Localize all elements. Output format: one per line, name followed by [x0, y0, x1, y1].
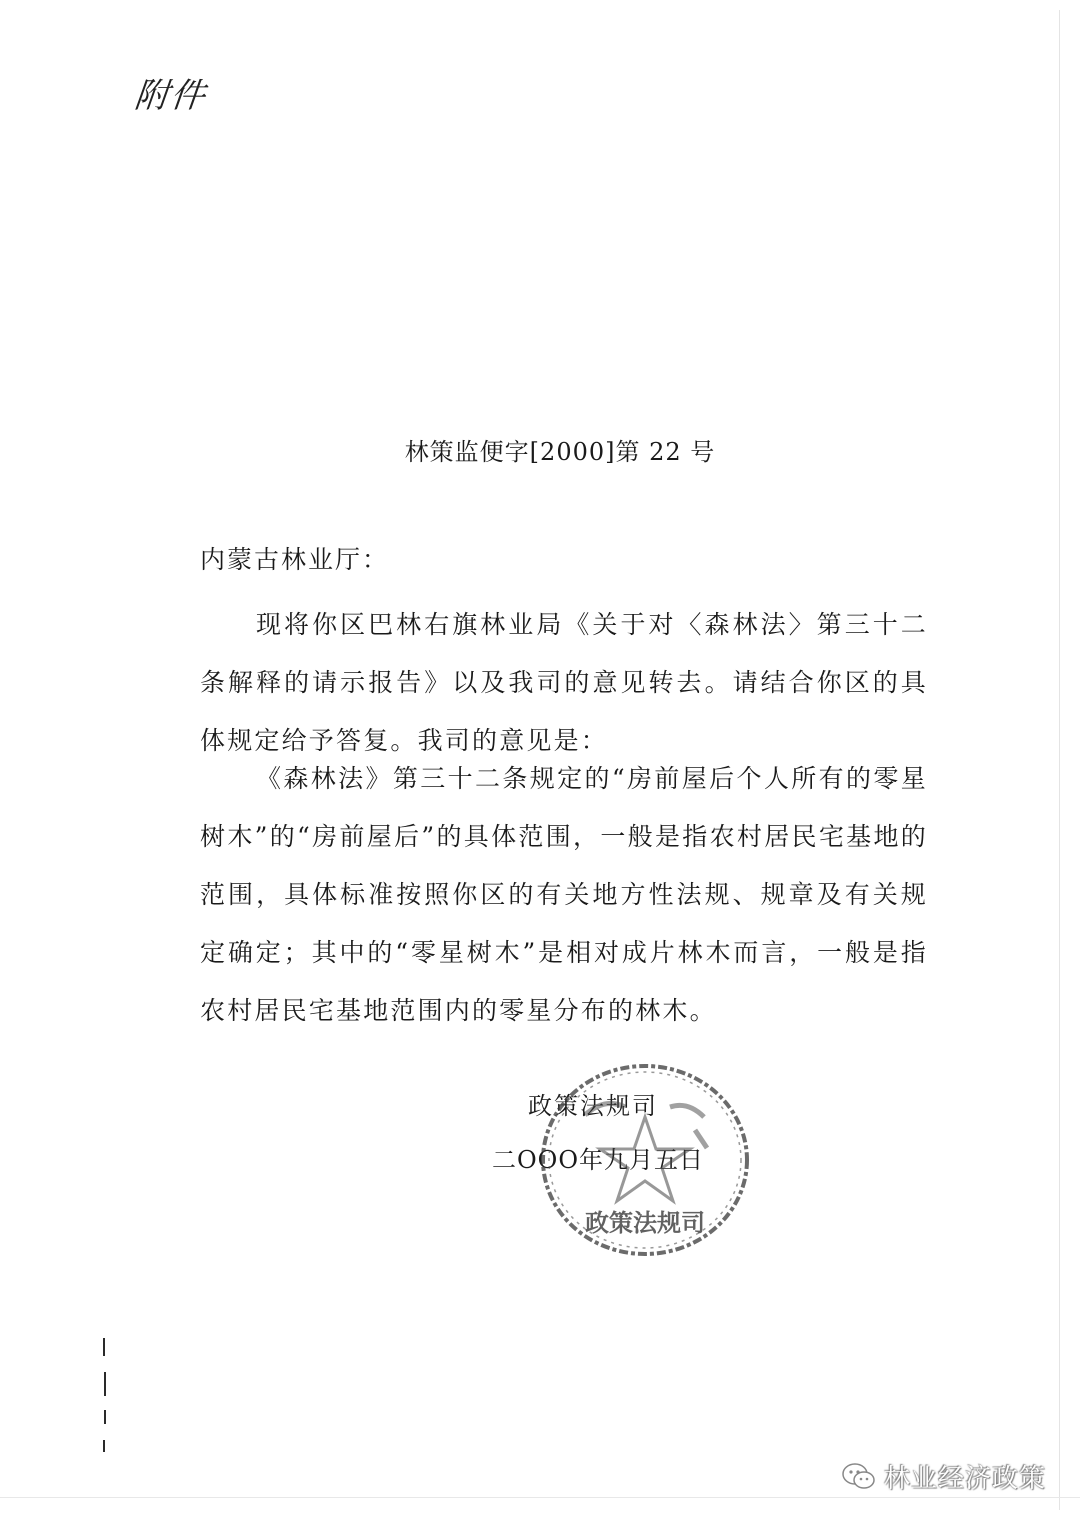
signer-name: 政策法规司: [528, 1092, 658, 1120]
seal-text: 政策法规司: [585, 1209, 705, 1237]
scan-edge-right: [1059, 10, 1060, 1510]
attachment-label: 附件: [132, 76, 209, 116]
signature-date: 二OOO年九月五日: [492, 1146, 705, 1174]
scan-mark: [103, 1338, 105, 1356]
watermark: [842, 1458, 1046, 1495]
wechat-icon: [842, 1462, 876, 1492]
scan-mark: [103, 1440, 105, 1452]
addressee: 内蒙古林业厅：: [200, 545, 390, 574]
watermark-text: 林业经济政策: [884, 1464, 1047, 1494]
body-paragraph: 《森林法》第三十二条规定的“房前屋后个人所有的零星树木”的“房前屋后”的具体范围，一般是指农村居民宅基地的范围，具体标准按照你区的有关地方性法规、规章及有关规定确定；其中的“零星树木”是相对成片林木而言，一般是指农村居民宅基地范围内的零星分布的林木。: [200, 764, 928, 1025]
scan-mark: [104, 1410, 106, 1424]
scan-mark: [104, 1372, 106, 1396]
scan-edge-bottom: [0, 1497, 1080, 1498]
body-paragraph: 现将你区巴林右旗林业局《关于对〈森林法〉第三十二条解释的请示报告》以及我司的意见转去。请结合你区的具体规定给予答复。我司的意见是：: [200, 610, 928, 755]
document-number: 林策监便字[2000]第 22 号: [404, 438, 716, 466]
